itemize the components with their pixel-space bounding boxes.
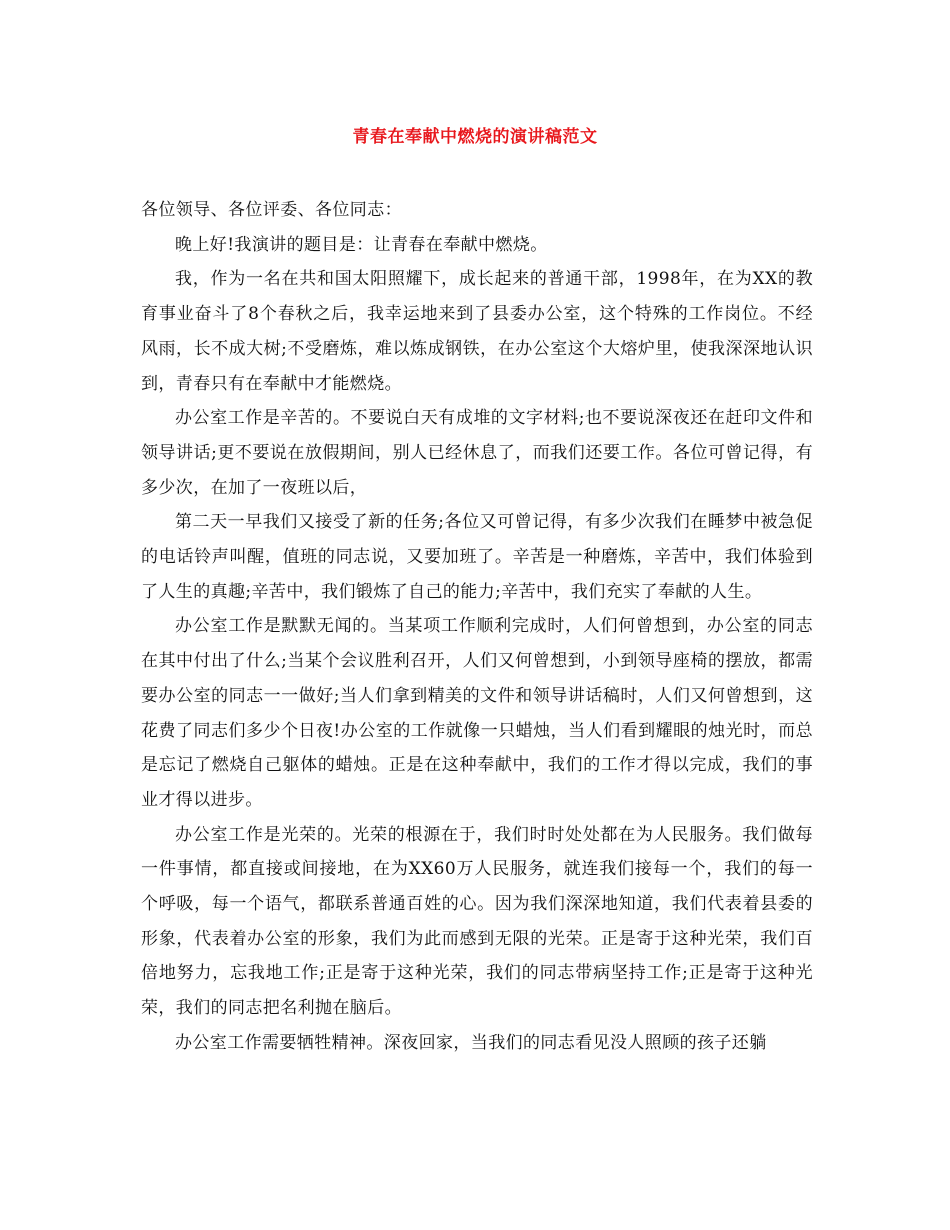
greeting-paragraph: 晚上好!我演讲的题目是：让青春在奉献中燃烧。 xyxy=(175,234,548,255)
body-paragraph: 我，作为一名在共和国太阳照耀下，成长起来的普通干部，1998年，在为XX的教育事业奋斗了8个春秋之后，我幸运地来到了县委办公室，这个特殊的工作岗位。不经风雨，长不成大树;不受磨炼，难以炼成钢铁，在办公室这个大熔炉里，使我深深地认识到，青春只有在奉献中才能燃烧。 xyxy=(141,269,813,394)
body-paragraph: 办公室工作是辛苦的。不要说白天有成堆的文字材料;也不要说深夜还在赶印文件和领导讲话;更不要说在放假期间，别人已经休息了，而我们还要工作。各位可曾记得，有多少次，在加了一夜班以后， xyxy=(141,408,813,498)
body-paragraph: 办公室工作是默默无闻的。当某项工作顺利完成时，人们何曾想到，办公室的同志在其中付出了什么;当某个会议胜利召开，人们又何曾想到，小到领导座椅的摆放，都需要办公室的同志一一做好;当人们拿到精美的文件和领导讲话稿时，人们又何曾想到，这花费了同志们多少个日夜!办公室的工作就像一只蜡烛，当人们看到耀眼的烛光时，而总是忘记了燃烧自己躯体的蜡烛。正是在这种奉献中，我们的工作才得以完成，我们的事业才得以进步。 xyxy=(141,616,813,810)
body-paragraph: 第二天一早我们又接受了新的任务;各位又可曾记得，有多少次我们在睡梦中被急促的电话铃声叫醒，值班的同志说，又要加班了。辛苦是一种磨炼，辛苦中，我们体验到了人生的真趣;辛苦中，我们锻炼了自己的能力;辛苦中，我们充实了奉献的人生。 xyxy=(141,512,813,602)
document-title: 青春在奉献中燃烧的演讲稿范文 xyxy=(352,127,598,147)
body-paragraph: 办公室工作需要牺牲精神。深夜回家，当我们的同志看见没人照顾的孩子还躺 xyxy=(175,1032,767,1053)
document-body xyxy=(141,193,813,1061)
salutation-paragraph: 各位领导、各位评委、各位同志： xyxy=(141,200,402,220)
body-paragraph: 办公室工作是光荣的。光荣的根源在于，我们时时处处都在为人民服务。我们做每一件事情，都直接或间接地，在为XX60万人民服务，就连我们接每一个，我们的每一个呼吸，每一个语气，都联系普通百姓的心。因为我们深深地知道，我们代表着县委的形象，代表着办公室的形象，我们为此而感到无限的光荣。正是寄于这种光荣，我们百倍地努力，忘我地工作;正是寄于这种光荣，我们的同志带病坚持工作;正是寄于这种光荣，我们的同志把名利抛在脑后。 xyxy=(141,824,813,1019)
